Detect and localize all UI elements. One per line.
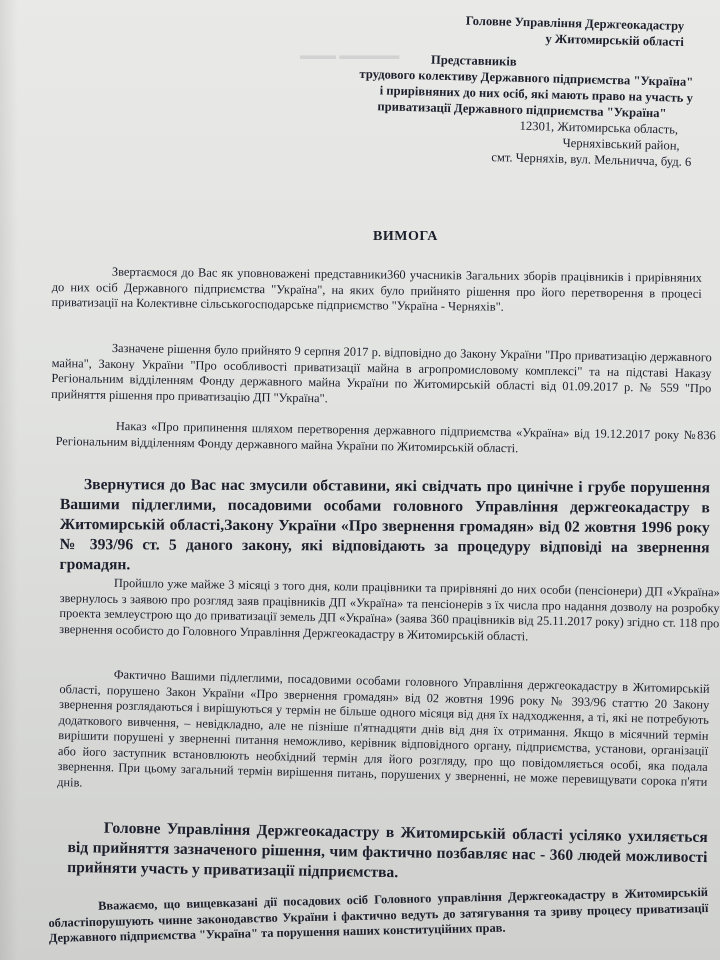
paragraph-4: Пройшло уже майже 3 місяці з того дня, коли працівники та прирівняні до них особи (пенсіонери) ДП «Україна» звернулось з заявою про розгляд заяв працівників ДП «Україна» та пенсіонерів з їх числа про надання дозволу на розробку проекта землеустрою що до приватизації земель ДП «Україна» (заява 360 працівників від 25.11.2017 року) згідно ст. 118 про звернення особисто до Головного Управління Держгеокадастру в Житомирській області.	[59, 575, 720, 643]
paragraph-6: Вважаємо, що вищевказані дії посадових осіб Головного управління Держгеокадастру в Житомирській областіпорушують чинне законодавство України і фактично ведуть до затягування та зриву процесу приватизації Державного підприємства "Україна" та порушення наших конституційних прав.	[48, 885, 709, 945]
sender-line-2: трудового колективу Державного підприємства "Україна"	[359, 66, 694, 89]
page-shadow	[0, 0, 18, 960]
recipient-line-1: Головне Управління Держгеокадастру	[465, 13, 684, 33]
sender-line-4: приватизації Державного підприємства "Україна"	[377, 99, 667, 121]
bold-statement-2: Головне Управління Держгеокадастру в Житомирській області усіляко ухиляється від прийняття зазначеного рішення, чим фактично позбавляє нас - 360 людей можливості прийняти участь у приватизації підприємства.	[67, 819, 708, 882]
document-title: ВИМОГА	[373, 229, 438, 244]
paragraph-5: Фактично Вашими підлеглими, посадовими особами головного Управління держгеокадастру в Житомирській області, порушено Закон України «Про звернення громадян» від 02 жовтня 1996 року № 393/96 статтю 20 Закону звернення розглядаються і вирішуються у термін не більше одного місяця від дня їх надходження, а ті, які не потребують додаткового вивчення, – невідкладно, але не пізніше п'ятнадцяти днів від дня їх отримання. Якщо в місячний термін вирішити порушені у зверненні питання неможливо, керівник відповідного органу, підприємства, установи, організації або його заступник встановлюють необхідний термін для його розгляду, про що повідомляється особі, яка подала звернення. При цьому загальний термін вирішення питань, порушених у зверненні, не може перевищувати сорока п'яти днів.	[57, 667, 710, 790]
paragraph-3: Наказ «Про припинення шляхом перетворення державного підприємства «Україна» від 19.12.2017 року №836 Регіональним відділенням Фонду державного майна України по Житомирській області.	[55, 418, 716, 455]
sender-line-6: Черняхівський район,	[562, 135, 681, 153]
sender-line-3: і прирівняних до них осіб, які мають право на участь у	[379, 83, 694, 105]
show-through-marks: ▬▬▬ ▬▬▬▬▬	[300, 48, 400, 62]
sender-line-7: смт. Черняхів, вул. Мельничча, буд. 6	[491, 150, 692, 169]
recipient-block	[465, 13, 684, 50]
recipient-line-2: у Житомирській області	[544, 31, 684, 49]
paragraph-1: Звертаємося до Вас як уповноважені представники360 учасників Загальних зборів працівників і прирівняних до них осіб Державного підприємства "Україна", на яких було прийнято рішення про його перетворення в процесі приватизації на Колективне сільськогосподарське підприємство "Україна - Черняхів".	[51, 264, 702, 314]
sender-block	[358, 50, 694, 170]
paragraph-2: Зазначене рішення було прийнято 9 серпня 2017 р. відповідно до Закону України "Про приватизацію державного майна", Закону України "Про особливості приватизації майна в агропромисловому комплексі" та на підставі Наказу Регіональним відділенням Фонду державного майна України по Житомирській області від 01.09.2017 р. № 559 "Про прийняття рішення про приватизацію ДП "Україна".	[51, 340, 712, 405]
sender-line-1: Представників	[431, 52, 518, 69]
sender-line-5: 12301, Житомирська область,	[519, 118, 679, 137]
bold-statement-1: Звернутися до Вас нас змусили обставини, які свідчать про цинічне і грубе порушення Вашими підлеглими, посадовими особами головного Управління держгеокадастру в Житомирській області,Закону України «Про звернення громадян» від 02 жовтня 1996 року № 393/96 ст. 5 даного закону, які відповідають за процедуру відповіді на звернення громадян.	[59, 476, 710, 574]
